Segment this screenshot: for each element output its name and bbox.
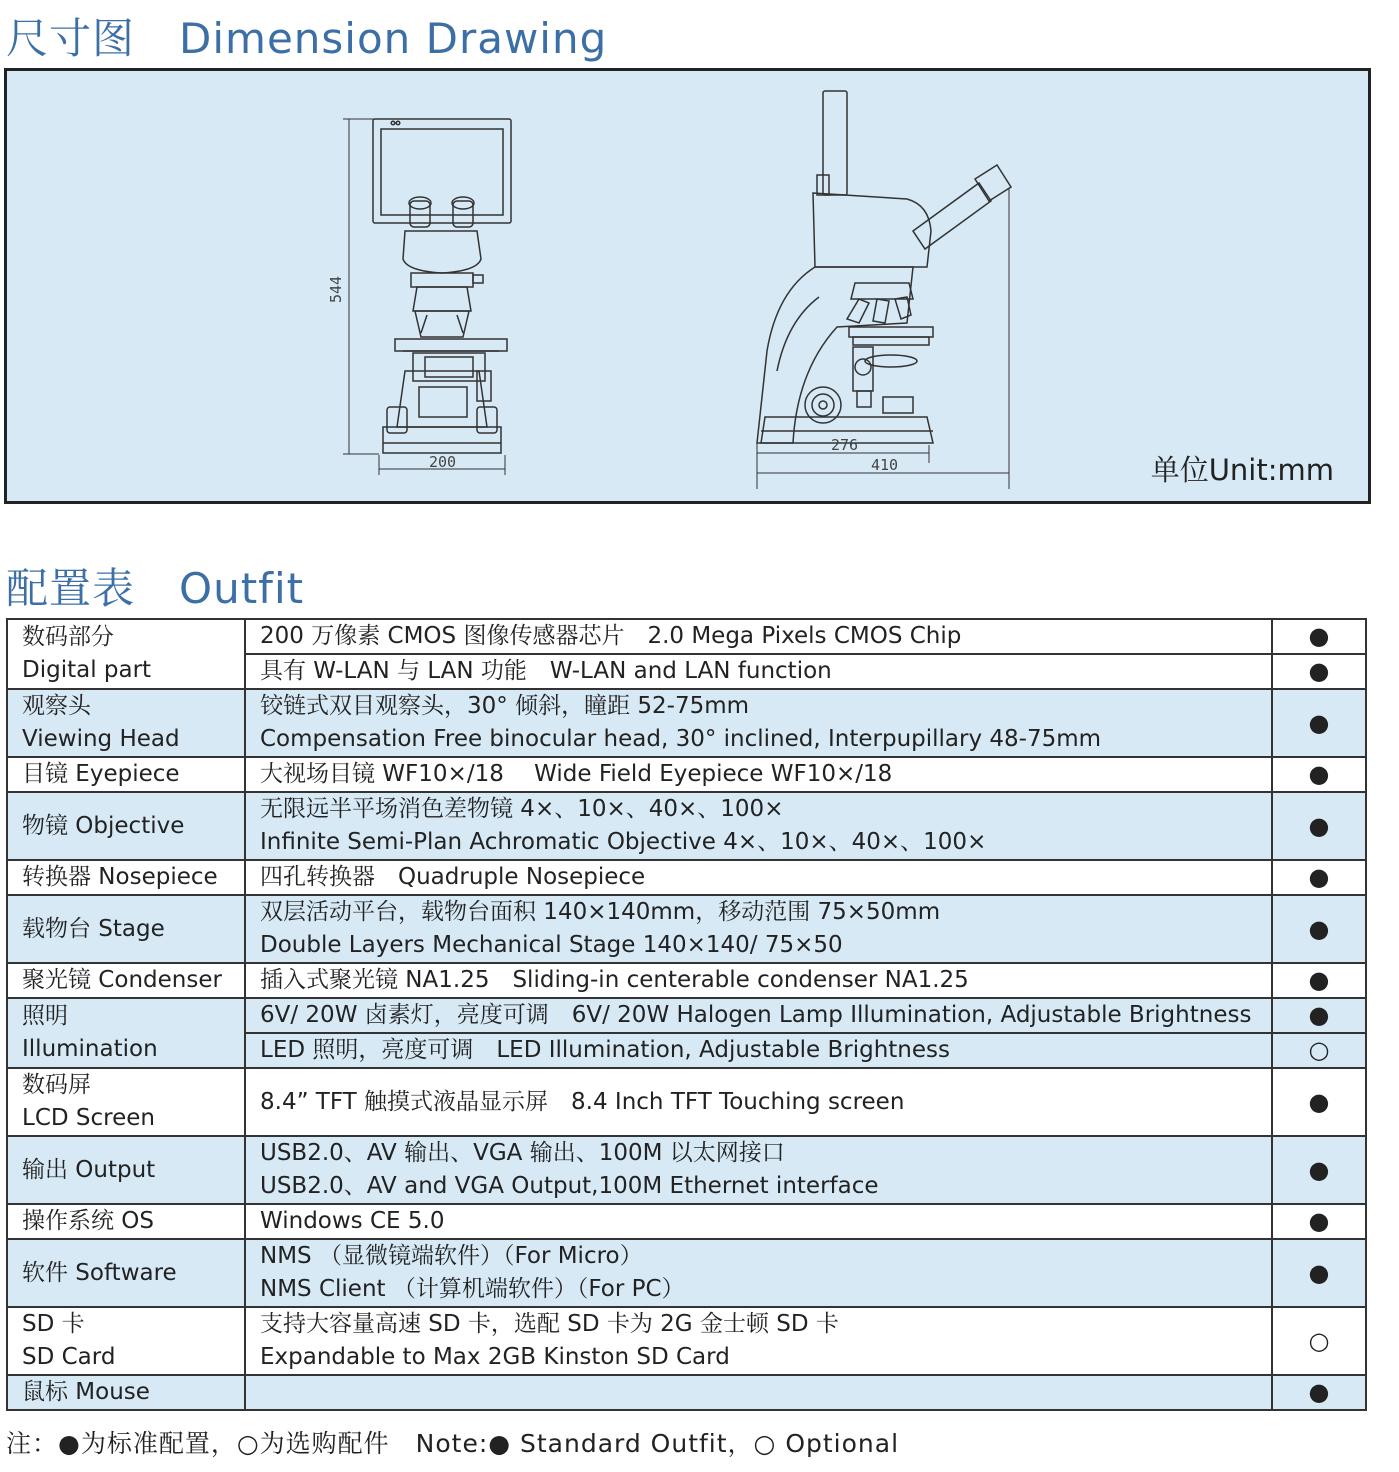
category-cell	[7, 1204, 245, 1239]
description-line: 8.4” TFT 触摸式液晶显示屏 8.4 Inch TFT Touching screen	[260, 1088, 905, 1115]
category-label: 物镜 Objective	[22, 812, 185, 839]
standard-mark: ●	[1272, 654, 1366, 689]
description-line: Double Layers Mechanical Stage 140×140/ 75×50	[260, 932, 843, 958]
category-label: 聚光镜 Condenser	[22, 967, 222, 993]
description-cell	[245, 689, 1272, 757]
description-line: 200 万像素 CMOS 图像传感器芯片 2.0 Mega Pixels CMOS Chip	[260, 623, 962, 649]
category-cell	[7, 792, 245, 860]
description-line: 四孔转换器 Quadruple Nosepiece	[260, 864, 646, 890]
category-label: Digital part	[22, 657, 152, 683]
description-line: USB2.0、AV 输出、VGA 输出、100M 以太网接口	[260, 1140, 785, 1166]
table-row	[7, 757, 1366, 792]
standard-mark: ●	[1272, 860, 1366, 895]
description-cell	[245, 895, 1272, 963]
category-label: 数码部分	[22, 624, 114, 650]
category-cell	[7, 1239, 245, 1307]
table-row	[7, 1375, 1366, 1410]
front-view-drawing	[327, 119, 511, 475]
description-cell	[245, 1033, 1272, 1068]
category-cell	[7, 860, 245, 895]
category-label: 照明	[22, 1003, 68, 1029]
unit-label: 单位Unit:mm	[1150, 453, 1334, 487]
table-row	[7, 619, 1366, 654]
description-cell	[245, 1204, 1272, 1239]
description-line: Infinite Semi-Plan Achromatic Objective 4×、10×、40×、100×	[260, 829, 987, 855]
description-cell	[245, 1068, 1272, 1136]
category-label: 转换器 Nosepiece	[22, 864, 218, 890]
description-line: USB2.0、AV and VGA Output,100M Ethernet interface	[260, 1173, 879, 1199]
category-label: 鼠标 Mouse	[22, 1379, 150, 1405]
standard-mark: ●	[1272, 619, 1366, 654]
table-row	[7, 998, 1366, 1033]
description-cell	[245, 1307, 1272, 1375]
category-cell	[7, 1068, 245, 1136]
description-cell	[245, 963, 1272, 998]
outfit-table-body	[7, 619, 1366, 1410]
outfit-title-cn: 配置表	[6, 564, 136, 613]
microscope-drawing	[7, 71, 1368, 501]
category-cell	[7, 1136, 245, 1204]
category-label: SD 卡	[22, 1311, 85, 1337]
description-line: NMS （显微镜端软件）（For Micro）	[260, 1243, 643, 1269]
category-label: 目镜 Eyepiece	[22, 761, 180, 787]
table-row	[7, 1239, 1366, 1307]
dimension-drawing-panel	[4, 68, 1371, 504]
standard-mark: ●	[1272, 1204, 1366, 1239]
description-line: 双层活动平台，载物台面积 140×140mm，移动范围 75×50mm	[260, 899, 941, 925]
description-line: 支持大容量高速 SD 卡，选配 SD 卡为 2G 金士顿 SD 卡	[260, 1311, 839, 1337]
category-label: SD Card	[22, 1344, 116, 1370]
optional-mark: ○	[1272, 1307, 1366, 1375]
optional-mark: ○	[1272, 1033, 1366, 1068]
category-label: 载物台 Stage	[22, 915, 165, 942]
description-line: 6V/ 20W 卤素灯，亮度可调 6V/ 20W Halogen Lamp Illumination, Adjustable Brightness	[260, 1002, 1252, 1028]
table-row	[7, 1136, 1366, 1204]
standard-mark: ●	[1272, 1239, 1366, 1307]
standard-mark: ●	[1272, 1068, 1366, 1136]
dimension-title-en: Dimension Drawing	[179, 14, 608, 63]
description-cell	[245, 998, 1272, 1033]
description-cell	[245, 1375, 1272, 1410]
description-line: 插入式聚光镜 NA1.25 Sliding-in centerable condenser NA1.25	[260, 967, 969, 993]
side-view-drawing	[757, 91, 1011, 489]
description-cell	[245, 654, 1272, 689]
standard-mark: ●	[1272, 757, 1366, 792]
description-cell	[245, 619, 1272, 654]
front-width-label: 200	[429, 453, 457, 471]
category-cell	[7, 1375, 245, 1410]
description-line: Compensation Free binocular head, 30° inclined, Interpupillary 48-75mm	[260, 726, 1102, 752]
table-row	[7, 689, 1366, 757]
standard-mark: ●	[1272, 1375, 1366, 1410]
category-label: LCD Screen	[22, 1105, 155, 1131]
description-line: LED 照明，亮度可调 LED Illumination, Adjustable Brightness	[260, 1037, 950, 1063]
front-height-label: 544	[327, 275, 345, 303]
category-label: 软件 Software	[22, 1259, 177, 1286]
description-cell	[245, 860, 1272, 895]
category-cell	[7, 963, 245, 998]
category-cell	[7, 1307, 245, 1375]
table-row	[7, 1204, 1366, 1239]
description-line: NMS Client （计算机端软件）（For PC）	[260, 1276, 685, 1302]
category-cell	[7, 895, 245, 963]
outfit-table	[6, 618, 1367, 1411]
description-line: 大视场目镜 WF10×/18 Wide Field Eyepiece WF10×/18	[260, 761, 893, 787]
description-line: 无限远半平场消色差物镜 4×、10×、40×、100×	[260, 796, 784, 822]
outfit-title	[6, 556, 304, 616]
category-label: Illumination	[22, 1036, 158, 1062]
standard-mark: ●	[1272, 998, 1366, 1033]
standard-mark: ●	[1272, 895, 1366, 963]
description-cell	[245, 757, 1272, 792]
standard-mark: ●	[1272, 689, 1366, 757]
standard-mark: ●	[1272, 792, 1366, 860]
side-total-depth-label: 410	[871, 456, 899, 474]
legend-note	[6, 1424, 899, 1460]
table-row	[7, 895, 1366, 963]
category-cell	[7, 619, 245, 689]
category-cell	[7, 757, 245, 792]
outfit-title-en: Outfit	[179, 564, 305, 613]
table-row	[7, 1307, 1366, 1375]
category-label: 数码屏	[22, 1072, 91, 1098]
table-row	[7, 963, 1366, 998]
description-line: Expandable to Max 2GB Kinston SD Card	[260, 1344, 730, 1370]
description-cell	[245, 1239, 1272, 1307]
description-cell	[245, 1136, 1272, 1204]
side-base-depth-label: 276	[831, 436, 859, 454]
description-line: 具有 W-LAN 与 LAN 功能 W-LAN and LAN function	[260, 658, 832, 684]
dimension-drawing-title	[6, 6, 607, 66]
description-line	[260, 1376, 1271, 1409]
standard-mark: ●	[1272, 963, 1366, 998]
table-row	[7, 792, 1366, 860]
category-label: 操作系统 OS	[22, 1208, 155, 1234]
category-cell	[7, 998, 245, 1068]
table-row	[7, 860, 1366, 895]
legend-note-en: Note:● Standard Outfit，○ Optional	[415, 1429, 900, 1458]
dimension-title-cn: 尺寸图	[6, 14, 136, 63]
description-cell	[245, 792, 1272, 860]
standard-mark: ●	[1272, 1136, 1366, 1204]
description-line: 铰链式双目观察头，30° 倾斜，瞳距 52-75mm	[260, 693, 750, 719]
description-line: Windows CE 5.0	[260, 1208, 445, 1234]
category-label: 输出 Output	[22, 1156, 156, 1183]
category-label: Viewing Head	[22, 726, 180, 752]
legend-note-cn: 注：●为标准配置，○为选购配件	[6, 1429, 390, 1458]
table-row	[7, 1068, 1366, 1136]
category-cell	[7, 689, 245, 757]
category-label: 观察头	[22, 693, 91, 719]
